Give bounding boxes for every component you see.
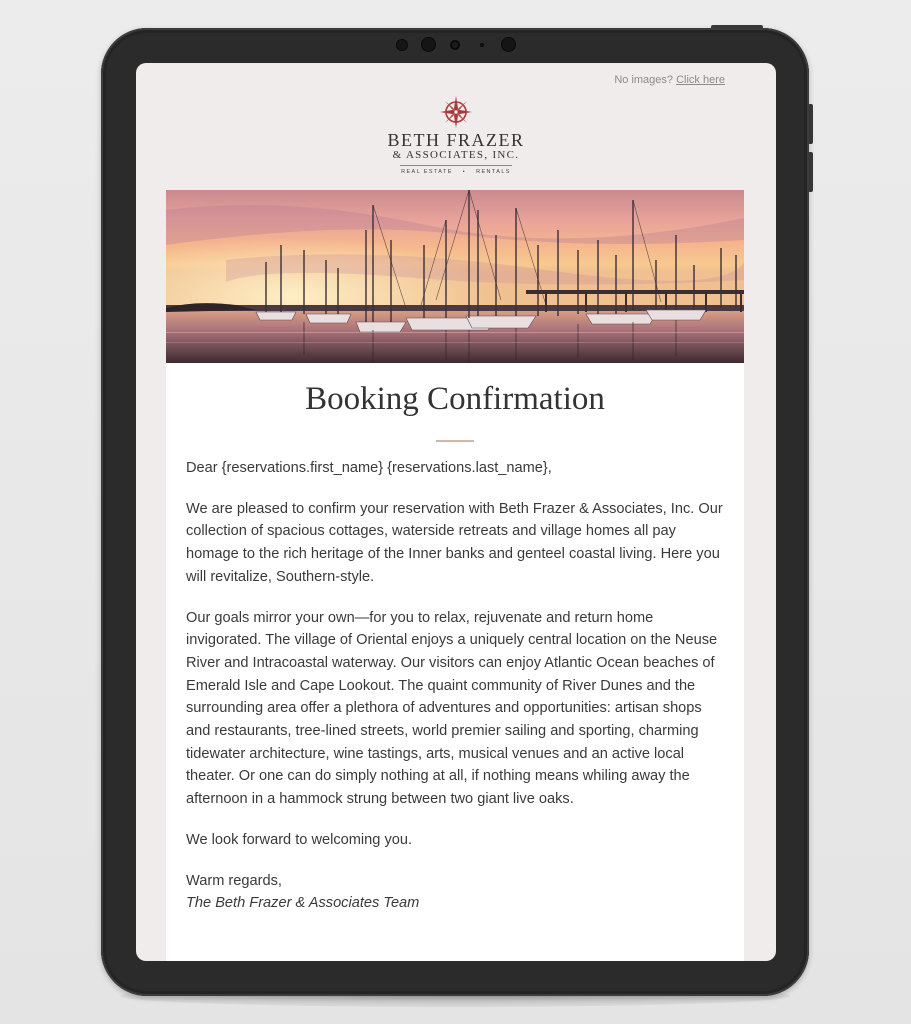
email-card xyxy=(166,190,744,961)
sensor-icon xyxy=(396,39,408,51)
logo-tagline xyxy=(136,169,776,175)
paragraph-intro: We are pleased to confirm your reservation with Beth Frazer & Associates, Inc. Our collection of spacious cottages, waterside retreats and village homes all pay homage to the rich heritage of the Inner banks and genteel coastal living. Here you will revitalize, Southern-style. xyxy=(186,500,723,585)
tag-real-estate: REAL ESTATE xyxy=(401,169,453,175)
preheader-text: No images? xyxy=(614,74,674,86)
camera-icon xyxy=(450,40,460,50)
marina-sunset-photo xyxy=(166,190,744,363)
paragraph-details: Our goals mirror your own—for you to relax, rejuvenate and return home invigorated. The village of Oriental enjoys a uniquely central location on the Neuse River and Intracoastal waterway. Our visitors can enjoy Atlantic Ocean beaches of Emerald Isle and Cape Lookout. The quaint community of River Dunes and the surrounding area offer a plethora of adventures and opportunities: artisan shops and restaurants, tree-lined streets, world premier sailing and sporting, charming tidewater architecture, wine tastings, arts, musical venues and an active local theater. Or one can do simply nothing at all, if nothing means whiling away the afternoon in a hammock strung between two giant live oaks. xyxy=(186,609,718,808)
logo-divider xyxy=(400,165,512,166)
email-screen xyxy=(136,63,776,961)
signature-block xyxy=(186,870,724,915)
camera-bar xyxy=(0,0,911,60)
sensor-icon xyxy=(480,43,484,47)
logo-name: BETH FRAZER xyxy=(387,130,525,150)
signature: The Beth Frazer & Associates Team xyxy=(186,895,420,912)
email-body xyxy=(166,457,744,915)
email-title: Booking Confirmation xyxy=(305,381,605,417)
tag-separator: • xyxy=(462,169,467,175)
greeting: Dear {reservations.first_name} {reservations.last_name}, xyxy=(186,460,552,476)
tag-rentals: RENTALS xyxy=(476,169,511,175)
logo-subtitle: & ASSOCIATES, INC. xyxy=(392,149,520,161)
sensor-icon xyxy=(421,37,436,52)
paragraph-welcome: We look forward to welcoming you. xyxy=(186,831,413,848)
compass-rose-icon xyxy=(439,95,473,129)
view-images-link[interactable]: Click here xyxy=(676,74,725,86)
brand-logo xyxy=(136,95,776,175)
preheader xyxy=(614,74,725,86)
title-divider xyxy=(436,440,474,442)
closing: Warm regards, xyxy=(186,872,282,889)
sensor-icon xyxy=(501,37,516,52)
